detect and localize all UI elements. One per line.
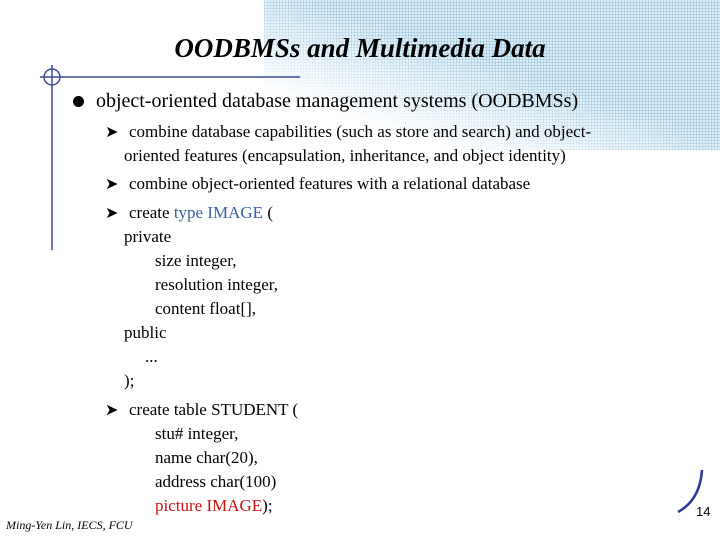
code-close-type: ); [124, 371, 135, 390]
slide-title: OODBMSs and Multimedia Data [174, 33, 546, 63]
picture-image-keyword: picture IMAGE [155, 496, 263, 515]
code-ellipsis: ... [145, 347, 158, 366]
code-size: size integer, [155, 251, 237, 270]
code-public: public [124, 323, 167, 342]
sub-bullet-combine-line1: combine database capabilities (such as store and search) and object- [129, 122, 592, 141]
code-address: address char(100) [155, 472, 277, 491]
arrow-bullet-icon: ➤ [105, 400, 119, 419]
type-image-keyword: type IMAGE [173, 203, 264, 222]
crosshair-circle [44, 69, 60, 85]
sub-bullet-relational: combine object-oriented features with a relational database [129, 174, 531, 193]
arrow-bullet-icon: ➤ [105, 203, 119, 222]
arrow-bullet-icon: ➤ [105, 174, 119, 193]
sub-bullet-create-type [129, 201, 273, 225]
code-resolution: resolution integer, [155, 275, 279, 294]
bullet-dot-icon [73, 96, 84, 107]
footer-author: Ming-Yen Lin, IECS, FCU [6, 518, 133, 532]
page-number: 14 [696, 504, 711, 519]
code-content: content float[], [155, 299, 257, 318]
code-private: private [124, 227, 172, 246]
open-paren: ( [263, 203, 273, 222]
sub-bullet-create-table: create table STUDENT ( [129, 400, 299, 419]
bullet-oodbms: object-oriented database management systems (OODBMSs) [96, 90, 579, 112]
create-keyword: create [129, 203, 174, 222]
sub-bullet-combine-line2: oriented features (encapsulation, inheritance, and object identity) [124, 146, 566, 165]
code-name: name char(20), [155, 448, 258, 467]
code-close-table: ); [262, 496, 273, 515]
code-stu: stu# integer, [155, 424, 239, 443]
code-picture [155, 494, 273, 518]
arrow-bullet-icon: ➤ [105, 122, 119, 141]
